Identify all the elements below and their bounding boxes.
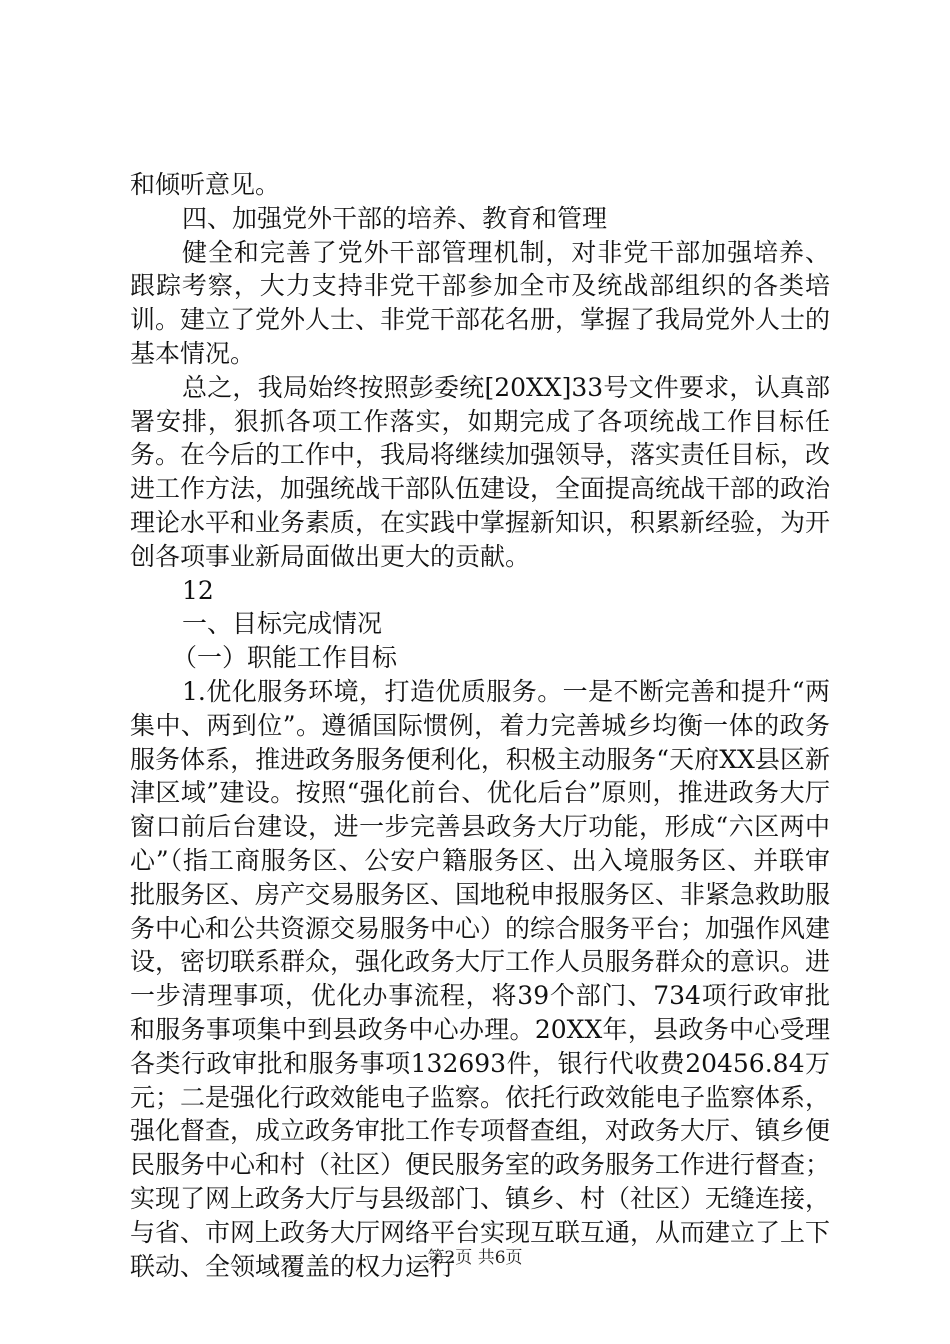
paragraph-service-environment: 1.优化服务环境，打造优质服务。一是不断完善和提升“两集中、两到位”。遵循国际惯例，着力完善城乡均衡一体的政务服务体系，推进政务服务便利化，积极主动服务“天府XX县区新津区域”建设。按照“强化前台、优化后台”原则，推进政务大厅窗口前后台建设，进一步完善县政务大厅功能，形成“六区两中心”（指工商服务区、公安户籍服务区、出入境服务区、并联审批服务区、房产交易服务区、国地税申报服务区、非紧急救助服务中心和公共资源交易服务中心）的综合服务平台；加强作风建设，密切联系群众，强化政务大厅工作人员服务群众的意识。进一步清理事项，优化办事流程，将39个部门、734项行政审批和服务事项集中到县政务中心办理。20XX年，县政务中心受理各类行政审批和服务事项132693件，银行代收费20456.84万元；二是强化行政效能电子监察。依托行政效能电子监察体系，强化督查，成立政务审批工作专项督查组，对政务大厅、镇乡便民服务中心和村（社区）便民服务室的政务服务工作进行督查；实现了网上政务大厅与县级部门、镇乡、村（社区）无缝连接，与省、市网上政务大厅网络平台实现互联互通，从而建立了上下联动、全领域覆盖的权力运行 xyxy=(130,676,831,1281)
paragraph-number-marker: 12 xyxy=(182,575,214,605)
paragraph-conclusion: 总之，我局始终按照彭委统[20XX]33号文件要求，认真部署安排，狠抓各项工作落实，如期完成了各项统战工作目标任务。在今后的工作中，我局将继续加强领导，落实责任目标，改进工作方法，加强统战干部队伍建设，全面提高统战干部的政治理论水平和业务素质，在实践中掌握新知识，积累新经验，为开创各项事业新局面做出更大的贡献。 xyxy=(130,372,831,571)
subsection-heading-functional-goals: （一）职能工作目标 xyxy=(172,643,398,673)
section-heading-goals: 一、目标完成情况 xyxy=(182,609,383,639)
paragraph-cadre-management: 健全和完善了党外干部管理机制，对非党干部加强培养、跟踪考察，大力支持非党干部参加全市及统战部组织的各类培训。建立了党外人士、非党干部花名册，掌握了我局党外人士的基本情况。 xyxy=(130,237,831,368)
paragraph-continuation: 和倾听意见。 xyxy=(130,170,281,199)
page-footer: 第2页 共6页 xyxy=(427,1248,523,1268)
document-body xyxy=(130,168,830,1283)
section-heading-4: 四、加强党外干部的培养、教育和管理 xyxy=(182,203,608,233)
